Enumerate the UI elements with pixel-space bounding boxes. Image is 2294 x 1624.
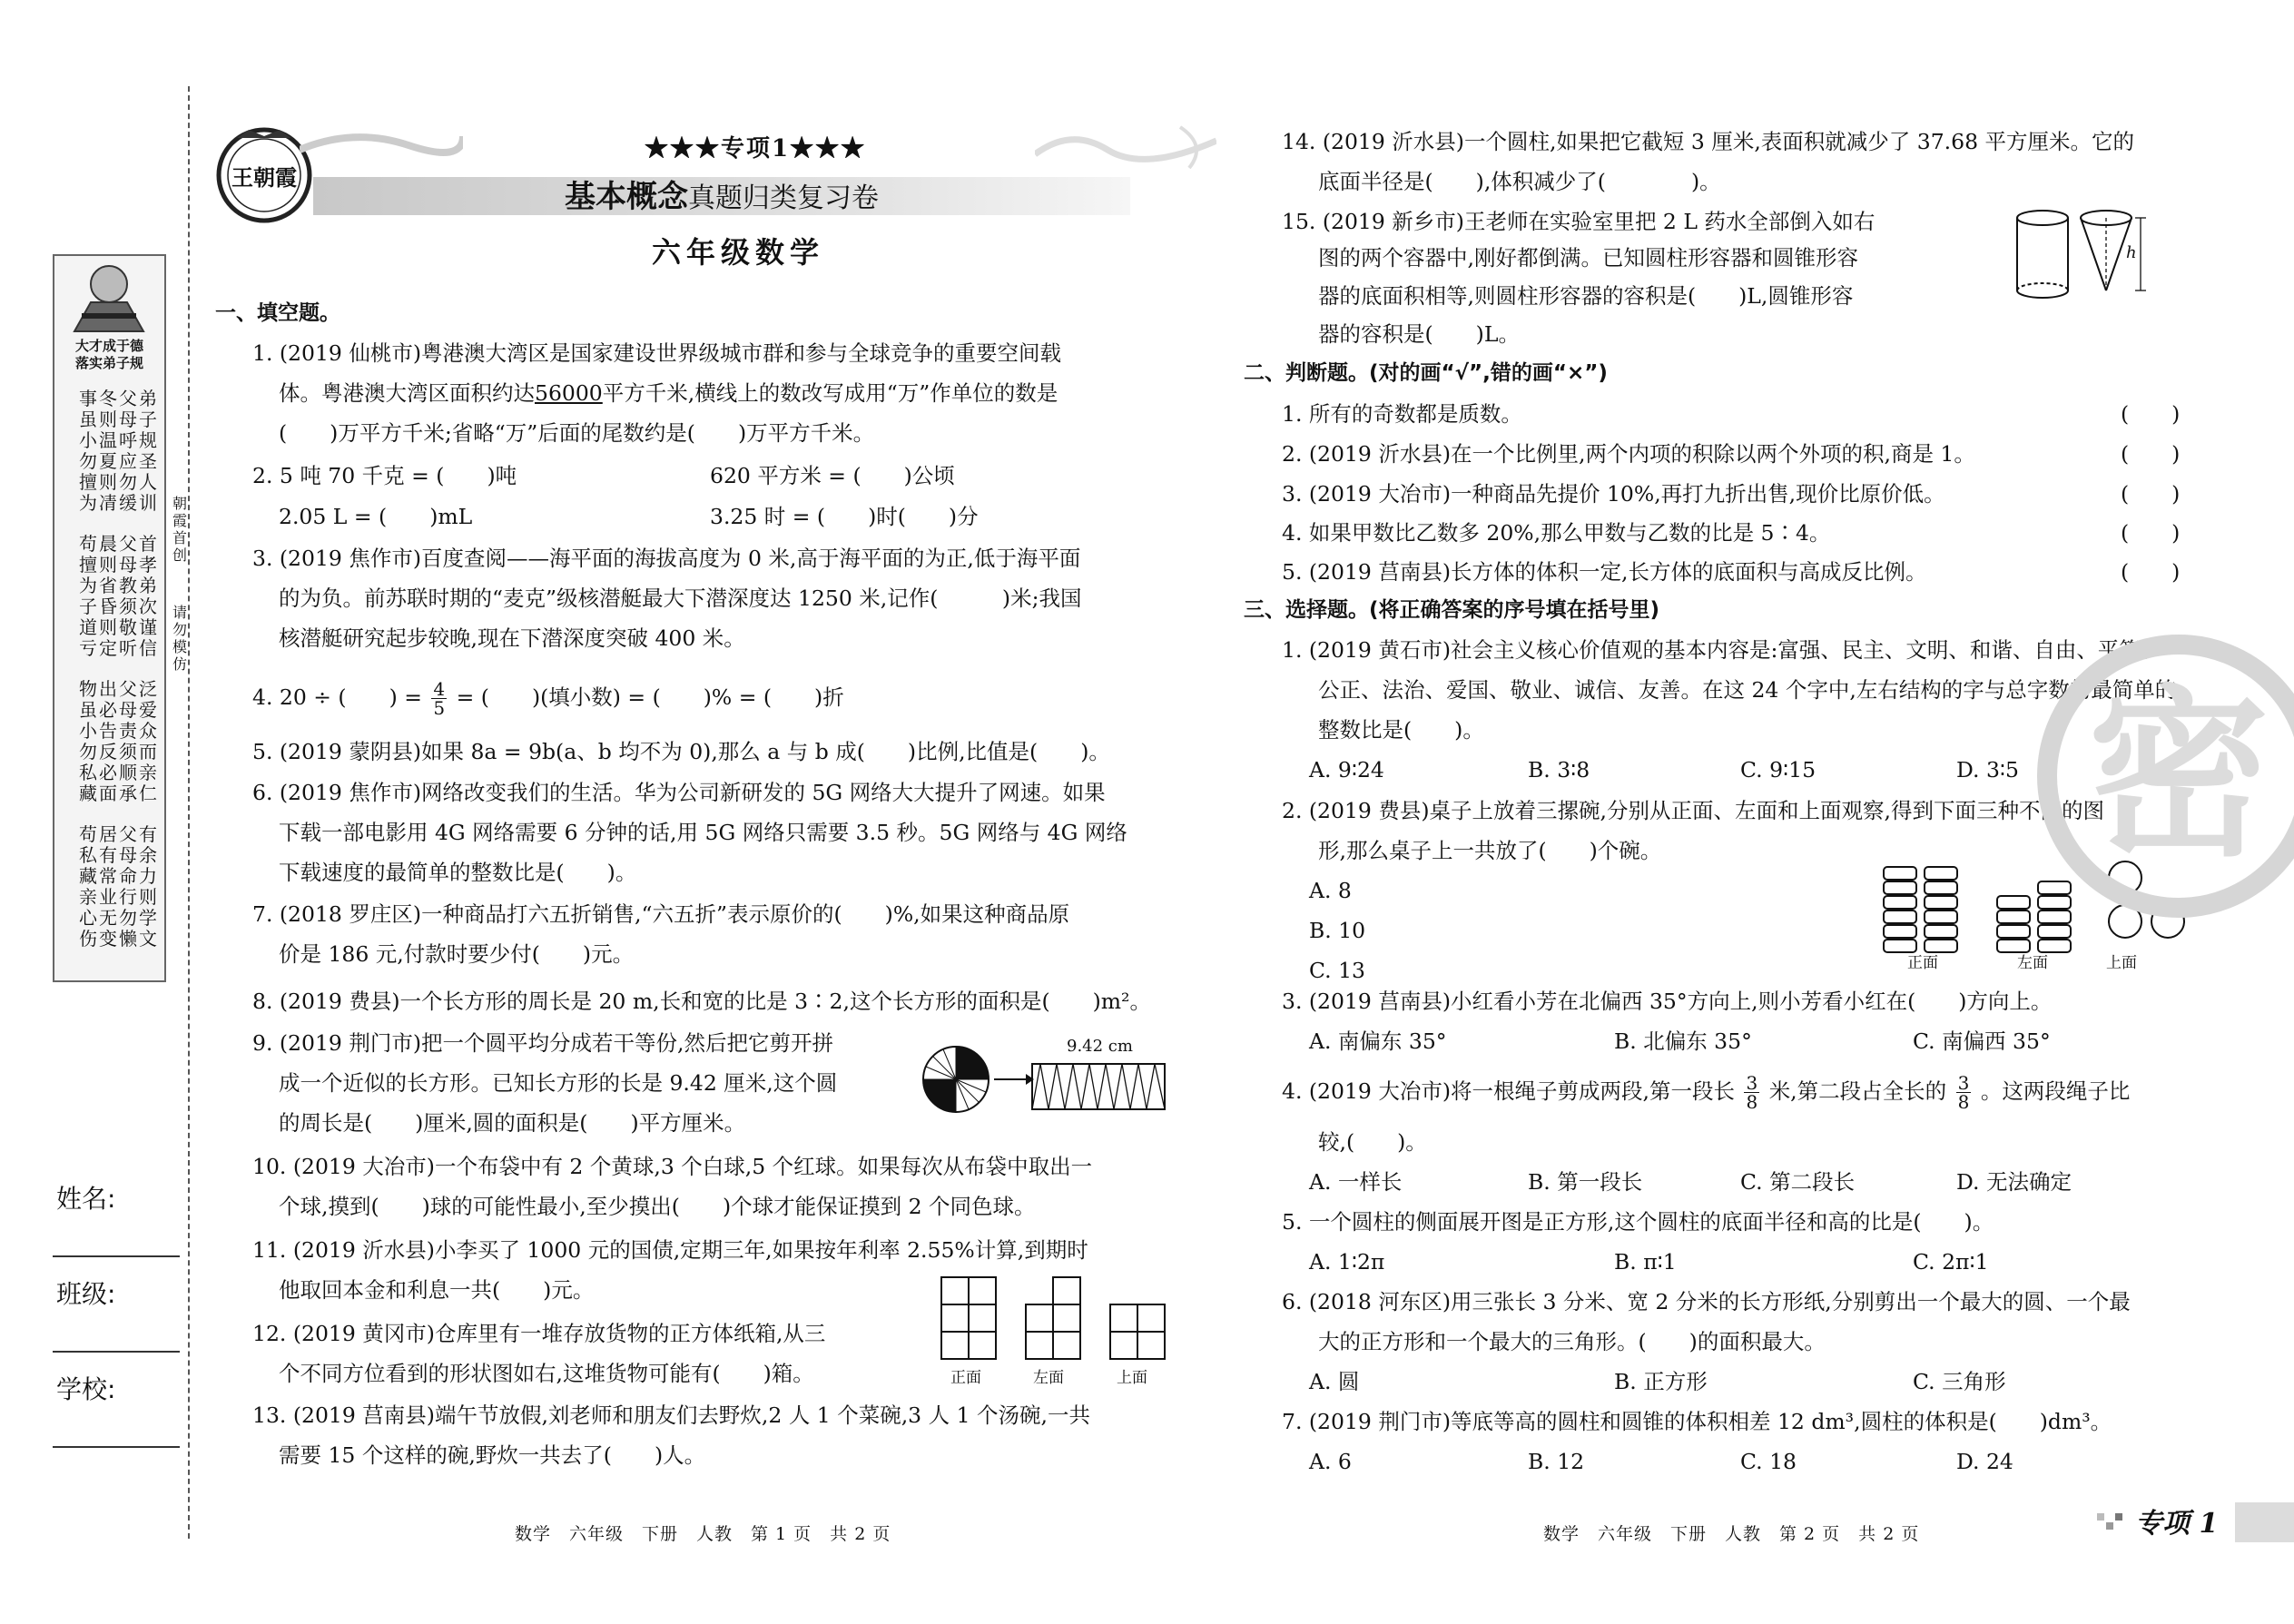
q6-line2: 下载一部电影用 4G 网络需要 6 分钟的话,用 5G 网络只需要 3.5 秒。5G 网络与 4G 网络 — [279, 820, 1127, 845]
footer-left: 数学 六年级 下册 人教 第 1 页 共 2 页 — [515, 1524, 891, 1544]
q15-line2: 图的两个容器中,刚好都倒满。已知圆柱形容器和圆锥形容 — [1318, 245, 1858, 271]
q4-fraction: $\frac{4}{5}$ — [433, 678, 446, 719]
c4-opt-c[interactable]: C. 第二段长 — [1740, 1169, 1856, 1195]
q9-length-label: 9.42 cm — [1067, 1037, 1133, 1056]
q12-views-figure — [940, 1275, 1176, 1375]
c1-opt-d[interactable]: D. 3∶5 — [1956, 757, 2019, 782]
q9-line1: 9. (2019 荆门市)把一个圆平均分成若干等份,然后把它剪开拼 — [252, 1030, 833, 1056]
q5-line: 5. (2019 蒙阴县)如果 8a = 9b(a、b 均不为 0),那么 a 与 b 成( )比例,比值是( )。 — [252, 739, 1110, 764]
school-field[interactable] — [53, 1446, 180, 1448]
c5-opt-a[interactable]: A. 1∶2π — [1309, 1249, 1385, 1275]
q10-line1: 10. (2019 大冶市)一个布袋中有 2 个黄球,3 个白球,5 个红球。如果每次从布袋中取出一 — [252, 1154, 1093, 1179]
c6-opt-b[interactable]: B. 正方形 — [1614, 1369, 1708, 1394]
section-fill-blank: 一、填空题。 — [215, 301, 340, 325]
c4-line1: 4. (2019 大冶市)将一根绳子剪成两段,第一段长 $\frac{3}{8}$ 米,第二段占全长的 $\frac{3}{8}$ 。这两段绳子比 — [1282, 1072, 2131, 1113]
binding-line — [188, 86, 190, 1539]
c4-opt-a[interactable]: A. 一样长 — [1309, 1169, 1403, 1195]
q7-line2: 价是 186 元,付款时要少付( )元。 — [279, 941, 635, 967]
q15-line4: 器的容积是( )L。 — [1318, 321, 1520, 347]
side-label-2: 请勿模仿 — [172, 604, 187, 673]
q3-line1: 3. (2019 焦作市)百度查阅——海平面的海拔高度为 0 米,高于海平面的为正,低于海平面 — [252, 546, 1081, 571]
topic-tab: 专项 1 — [2135, 1508, 2219, 1540]
q2-c: 2.05 L = ( )mL — [279, 504, 473, 529]
name-field[interactable] — [53, 1255, 180, 1257]
c7-line: 7. (2019 荆门市)等底等高的圆柱和圆锥的体积相差 12 dm³,圆柱的体积是( )dm³。 — [1282, 1409, 2112, 1434]
topic-tab-edge — [2235, 1502, 2294, 1542]
ribbon-decor — [300, 109, 463, 172]
q12-label-left: 左面 — [1033, 1369, 1064, 1387]
c1-opt-c[interactable]: C. 9∶15 — [1740, 757, 1816, 782]
q9-line2: 成一个近似的长方形。已知长方形的长是 9.42 厘米,这个圆 — [279, 1070, 838, 1096]
c1-line2: 公正、法治、爱国、敬业、诚信、友善。在这 24 个字中,左右结构的字与总字数的最简单的 — [1318, 677, 2177, 703]
c1-opt-b[interactable]: B. 3∶8 — [1528, 757, 1590, 782]
judge-paren-5[interactable]: ( ) — [2121, 559, 2181, 585]
c5-opt-b[interactable]: B. π∶1 — [1614, 1249, 1677, 1275]
q14-line2: 底面半径是( ),体积减少了( )。 — [1318, 169, 1721, 194]
q6-line1: 6. (2019 焦作市)网络改变我们的生活。华为公司新研发的 5G 网络大大提升了网速。如果 — [252, 780, 1106, 805]
q9-line3: 的周长是( )厘米,圆的面积是( )平方厘米。 — [279, 1110, 746, 1136]
c7-opt-c[interactable]: C. 18 — [1740, 1449, 1797, 1474]
seal-watermark — [2024, 626, 2294, 926]
q2-b: 620 平方米 = ( )公顷 — [710, 463, 955, 488]
school-label: 学校: — [56, 1374, 116, 1404]
q1-line3: ( )万平方千米;省略“万”后面的尾数约是( )万平方千米。 — [279, 420, 875, 446]
q9-circle-figure — [921, 1037, 1167, 1115]
q2-a: 2. 5 吨 70 千克 = ( )吨 — [252, 463, 517, 488]
q7-line1: 7. (2018 罗庄区)一种商品打六五折销售,“六五折”表示原价的( )%,如果这种商品原 — [252, 901, 1070, 927]
c4-opt-b[interactable]: B. 第一段长 — [1528, 1169, 1643, 1195]
c3-line: 3. (2019 莒南县)小红看小芳在北偏西 35°方向上,则小芳看小红在( )方向上。 — [1282, 989, 2053, 1014]
c4-opt-d[interactable]: D. 无法确定 — [1956, 1169, 2072, 1195]
c2-label-left: 左面 — [2017, 954, 2048, 972]
footer-right: 数学 六年级 下册 人教 第 2 页 共 2 页 — [1543, 1524, 1920, 1544]
class-field[interactable] — [53, 1351, 180, 1353]
side-label-1: 朝霞首创 — [172, 495, 187, 564]
q11-line1: 11. (2019 沂水县)小李买了 1000 元的国债,定期三年,如果按年利率 2.55%计算,到期时 — [252, 1237, 1088, 1263]
q3-line3: 核潜艇研究起步较晚,现在下潜深度突破 400 米。 — [279, 625, 745, 651]
topic-tab-decor — [2097, 1510, 2133, 1537]
c5-line: 5. 一个圆柱的侧面展开图是正方形,这个圆柱的底面半径和高的比是( )。 — [1282, 1209, 1994, 1235]
q15-h-label: h — [2126, 243, 2137, 262]
q15-line3: 器的底面积相等,则圆柱形容器的容积是( )L,圆锥形容 — [1318, 283, 1854, 309]
c6-line1: 6. (2018 河东区)用三张长 3 分米、宽 2 分米的长方形纸,分别剪出一个最大的圆、一个最 — [1282, 1289, 2131, 1314]
c6-opt-c[interactable]: C. 三角形 — [1913, 1369, 2006, 1394]
c2-label-front: 正面 — [1907, 954, 1938, 972]
q12-label-top: 上面 — [1117, 1369, 1147, 1387]
page-subtitle: 六年级数学 — [652, 235, 825, 270]
q12-line2: 个不同方位看到的形状图如右,这堆货物可能有( )箱。 — [279, 1361, 814, 1386]
q12-label-front: 正面 — [950, 1369, 981, 1387]
c4-fraction-2: $\frac{3}{8}$ — [1957, 1072, 1970, 1113]
c7-opt-a[interactable]: A. 6 — [1309, 1449, 1352, 1474]
q8-line: 8. (2019 费县)一个长方形的周长是 20 m,长和宽的比是 3∶2,这个长方形的面积是( )m²。 — [252, 989, 1151, 1014]
judge-1: 1. 所有的奇数都是质数。 — [1282, 401, 1522, 427]
c1-opt-a[interactable]: A. 9∶24 — [1309, 757, 1384, 782]
c5-opt-c[interactable]: C. 2π∶1 — [1913, 1249, 1989, 1275]
judge-2: 2. (2019 沂水县)在一个比例里,两个内项的积除以两个外项的积,商是 1。 — [1282, 441, 1975, 467]
q4-line: 4. 20 ÷ ( ) = $\frac{4}{5}$ = ( )(填小数) = ( )% = ( )折 — [252, 678, 844, 719]
c6-line2: 大的正方形和一个最大的三角形。( )的面积最大。 — [1318, 1329, 1826, 1354]
q15-line1: 15. (2019 新乡市)王老师在实验室里把 2 L 药水全部倒入如右 — [1282, 209, 1876, 234]
c4-line2: 较,( )。 — [1318, 1129, 1427, 1155]
sidebar-figure — [56, 259, 162, 336]
judge-3: 3. (2019 大冶市)一种商品先提价 10%,再打九折出售,现价比原价低。 — [1282, 481, 1945, 507]
q14-line1: 14. (2019 沂水县)一个圆柱,如果把它截短 3 厘米,表面积就减少了 37.68 平方厘米。它的 — [1282, 129, 2135, 154]
section-judge: 二、判断题。(对的画“√”,错的画“×”) — [1244, 361, 1608, 385]
c2-opt-c[interactable]: C. 13 — [1309, 958, 1365, 983]
c4-fraction-1: $\frac{3}{8}$ — [1746, 1072, 1758, 1113]
seal-char: 密 — [2088, 670, 2270, 881]
q11-line2: 他取回本金和利息一共( )元。 — [279, 1277, 595, 1303]
judge-5: 5. (2019 莒南县)长方体的体积一定,长方体的底面积与高成反比例。 — [1282, 559, 1927, 585]
q1-line1: 1. (2019 仙桃市)粤港澳大湾区是国家建设世界级城市群和参与全球竞争的重要空间载 — [252, 340, 1062, 366]
logo-text: 王朝霞 — [231, 164, 297, 191]
q3-line2: 的为负。前苏联时期的“麦克”级核潜艇最大下潜深度达 1250 米,记作( )米;我国 — [279, 586, 1082, 611]
judge-paren-3[interactable]: ( ) — [2121, 481, 2181, 507]
page-title: 基本概念真题归类复习卷 — [565, 179, 879, 215]
q12-line1: 12. (2019 黄冈市)仓库里有一堆存放货物的正方体纸箱,从三 — [252, 1321, 826, 1346]
name-label: 姓名: — [56, 1184, 116, 1214]
q13-line1: 13. (2019 莒南县)端午节放假,刘老师和朋友们去野炊,2 人 1 个菜碗,3 人 1 个汤碗,一共 — [252, 1403, 1090, 1428]
topic-badge: ★★★专项1★★★ — [645, 135, 867, 162]
c7-opt-d[interactable]: D. 24 — [1956, 1449, 2013, 1474]
q2-d: 3.25 时 = ( )时( )分 — [710, 504, 979, 529]
c2-opt-a[interactable]: A. 8 — [1309, 878, 1352, 903]
sidebar-poem: 弟子规圣人训 父母呼应勿缓 冬则温夏则凊 事虽小勿擅为 首孝弟次谨信 父母教须敬听 晨则省昏则定 苟擅为子道亏 泛爱众而亲仁 父母责须顺承 出必告反必面 物虽小勿私藏 有余力则学文 父母命行勿懒 居有常业无变 苟私藏亲心伤 — [79, 388, 157, 950]
judge-4: 4. 如果甲数比乙数多 20%,那么甲数与乙数的比是 5∶4。 — [1282, 520, 1831, 546]
c1-line3: 整数比是( )。 — [1318, 717, 1484, 743]
area-number: 56000 — [535, 380, 603, 406]
c3-opt-b[interactable]: B. 北偏东 35° — [1614, 1029, 1752, 1054]
c2-line1: 2. (2019 费县)桌子上放着三摞碗,分别从正面、左面和上面观察,得到下面三种不同的图 — [1282, 798, 2104, 823]
c6-opt-a[interactable]: A. 圆 — [1309, 1369, 1360, 1394]
q6-line3: 下载速度的最简单的整数比是( )。 — [279, 860, 637, 885]
judge-paren-1[interactable]: ( ) — [2121, 401, 2181, 427]
q1-line2: 体。粤港澳大湾区面积约达56000平方千米,横线上的数改写成用“万”作单位的数是 — [279, 380, 1058, 406]
q13-line2: 需要 15 个这样的碗,野炊一共去了( )人。 — [279, 1442, 706, 1468]
sidebar-slogan: 大才成于德 落实弟子规 — [74, 338, 143, 371]
judge-paren-2[interactable]: ( ) — [2121, 441, 2181, 467]
c1-line1: 1. (2019 黄石市)社会主义核心价值观的基本内容是:富强、民主、文明、和谐、自由、平等、 — [1282, 637, 2162, 663]
q10-line2: 个球,摸到( )球的可能性最小,至少摸出( )个球才能保证摸到 2 个同色球。 — [279, 1194, 1036, 1219]
c7-opt-b[interactable]: B. 12 — [1528, 1449, 1585, 1474]
q15-containers — [2013, 205, 2150, 305]
ribbon-decor-right — [1035, 118, 1216, 172]
section-choice: 三、选择题。(将正确答案的序号填在括号里) — [1244, 598, 1660, 622]
c3-opt-a[interactable]: A. 南偏东 35° — [1309, 1029, 1447, 1054]
class-label: 班级: — [56, 1279, 116, 1309]
q15-container-figure — [1106, 205, 1107, 206]
c2-line2: 形,那么桌子上一共放了( )个碗。 — [1318, 838, 1662, 863]
c3-opt-c[interactable]: C. 南偏西 35° — [1913, 1029, 2051, 1054]
c2-label-top: 上面 — [2106, 954, 2137, 972]
c2-opt-b[interactable]: B. 10 — [1309, 918, 1366, 943]
judge-paren-4[interactable]: ( ) — [2121, 520, 2181, 546]
